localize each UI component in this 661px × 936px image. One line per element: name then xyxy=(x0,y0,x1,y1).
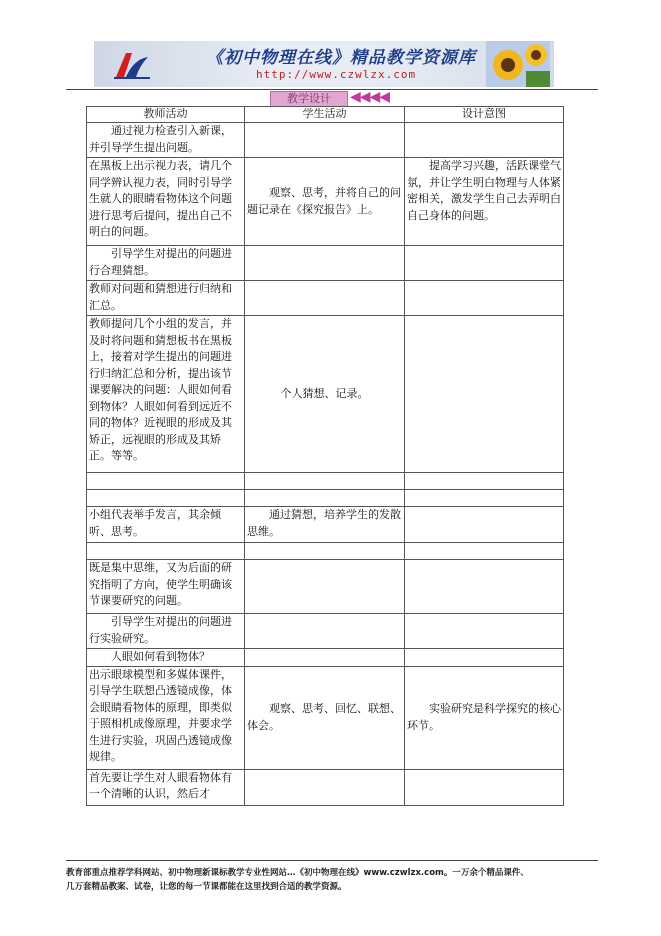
table-row xyxy=(87,281,564,316)
student-cell xyxy=(245,123,405,158)
student-cell xyxy=(245,614,405,649)
table-row xyxy=(87,614,564,649)
teacher-cell xyxy=(87,473,245,490)
lesson-plan-table xyxy=(86,106,564,806)
footer-line-2: 几万套精品教案、试卷，让您的每一节课都能在这里找到合适的教学资源。 xyxy=(66,882,347,892)
column-header-teacher: 教师活动 xyxy=(87,107,245,123)
sunflower-icon xyxy=(486,41,550,87)
student-cell xyxy=(245,543,405,560)
chevron-left-icon: ◀◀◀◀ xyxy=(350,89,390,105)
table-row xyxy=(87,316,564,473)
intent-cell: 实验研究是科学探究的核心环节。 xyxy=(405,666,564,769)
student-cell: 个人猜想、记录。 xyxy=(245,316,405,473)
header-rule xyxy=(66,89,598,90)
intent-cell xyxy=(405,507,564,543)
intent-cell xyxy=(405,649,564,667)
table-row xyxy=(87,246,564,281)
teacher-cell: 出示眼球模型和多媒体课件，引导学生联想凸透镜成像，体会眼睛看物体的原理，即类似于照相机成像原理，并要求学生进行实验，巩固凸透镜成像规律。 xyxy=(87,666,245,769)
teacher-cell xyxy=(87,490,245,507)
student-cell xyxy=(245,560,405,614)
teacher-cell: 通过视力检查引入新课，并引导学生提出问题。 xyxy=(87,123,245,158)
teacher-cell: 人眼如何看到物体？ xyxy=(87,649,245,667)
section-tag: 教学设计 xyxy=(270,91,348,107)
intent-cell xyxy=(405,560,564,614)
intent-cell xyxy=(405,543,564,560)
intent-cell xyxy=(405,123,564,158)
table-row xyxy=(87,158,564,246)
banner-title: 《初中物理在线》精品教学资源库 xyxy=(206,48,476,68)
banner-url[interactable]: http://www.czwlzx.com xyxy=(256,68,417,81)
teacher-cell: 在黑板上出示视力表，请几个同学辨认视力表，同时引导学生就人的眼睛看物体这个问题进行思考后提问，提出自己不明白的问题。 xyxy=(87,158,245,246)
footer-rule xyxy=(66,860,598,861)
student-cell xyxy=(245,769,405,805)
table-row xyxy=(87,649,564,667)
student-cell: 通过猜想，培养学生的发散思维。 xyxy=(245,507,405,543)
teacher-cell: 首先要让学生对人眼看物体有一个清晰的认识，然后才 xyxy=(87,769,245,805)
student-cell: 观察、思考，并将自己的问题记录在《探究报告》上。 xyxy=(245,158,405,246)
footer-line-1: 教育部重点推荐学科网站、初中物理新课标教学专业性网站…《初中物理在线》www.czwlzx.com。一万余个精品课件、 xyxy=(66,868,529,878)
intent-cell xyxy=(405,614,564,649)
teacher-cell: 引导学生对提出的问题进行实验研究。 xyxy=(87,614,245,649)
table-row xyxy=(87,666,564,769)
table-row xyxy=(87,507,564,543)
intent-cell xyxy=(405,281,564,316)
teacher-cell: 小组代表举手发言，其余倾听、思考。 xyxy=(87,507,245,543)
teacher-cell: 既是集中思维，又为后面的研究指明了方向，使学生明确该节课要研究的问题。 xyxy=(87,560,245,614)
site-logo-icon xyxy=(112,47,152,81)
teacher-cell: 教师提问几个小组的发言，并及时将问题和猜想板书在黑板上，接着对学生提出的问题进行归纳汇总和分析，提出该节课要解决的问题：人眼如何看到物体？人眼如何看到远近不同的物体？近视眼的形成及其矫正，远视眼的形成及其矫正。等等。 xyxy=(87,316,245,473)
table-row xyxy=(87,769,564,805)
teacher-cell: 教师对问题和猜想进行归纳和汇总。 xyxy=(87,281,245,316)
table-row xyxy=(87,543,564,560)
table-header-row xyxy=(87,107,564,123)
footer xyxy=(66,866,606,894)
column-header-intent: 设计意图 xyxy=(405,107,564,123)
table-row xyxy=(87,490,564,507)
table-row xyxy=(87,473,564,490)
intent-cell xyxy=(405,769,564,805)
student-cell xyxy=(245,281,405,316)
student-cell xyxy=(245,490,405,507)
intent-cell: 提高学习兴趣，活跃课堂气氛，并让学生明白物理与人体紧密相关，激发学生自己去弄明白自己身体的问题。 xyxy=(405,158,564,246)
student-cell xyxy=(245,246,405,281)
intent-cell xyxy=(405,316,564,473)
intent-cell xyxy=(405,490,564,507)
teacher-cell xyxy=(87,543,245,560)
intent-cell xyxy=(405,246,564,281)
table-row xyxy=(87,123,564,158)
column-header-student: 学生活动 xyxy=(245,107,405,123)
student-cell xyxy=(245,473,405,490)
table-row xyxy=(87,560,564,614)
header-banner xyxy=(94,41,554,87)
student-cell: 观察、思考、回忆、联想、体会。 xyxy=(245,666,405,769)
teacher-cell: 引导学生对提出的问题进行合理猜想。 xyxy=(87,246,245,281)
intent-cell xyxy=(405,473,564,490)
student-cell xyxy=(245,649,405,667)
